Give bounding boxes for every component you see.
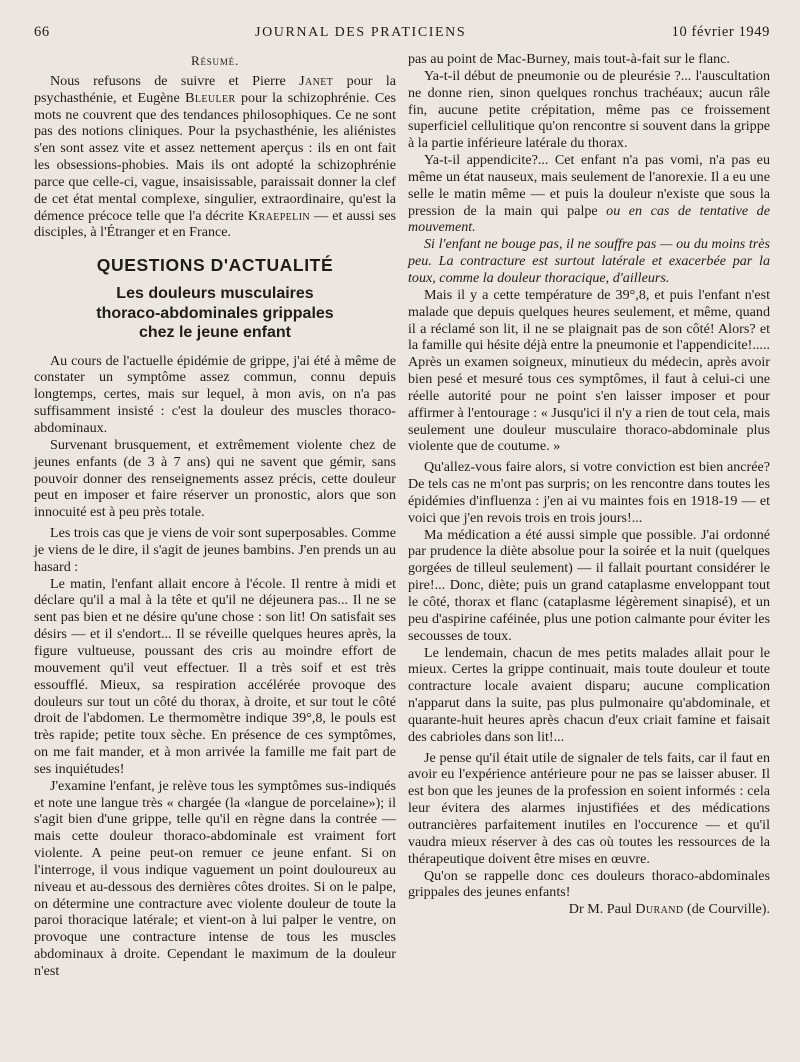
author-name-janet: Janet <box>299 72 334 89</box>
article-paragraph: Le matin, l'enfant allait encore à l'école. Il rentre à midi et déclare qu'il a mal à la tête et qu'il ne déjeunera pas... Il ne se sent pas bien et ne désire qu'une chose : son lit! On satisfait ses désirs — et il s'endort... Il se réveille quelques heures après, la figure vultueuse, poussant des cris au moindre effort de mouvement qu'il veut effectuer. Il a très soif et est très essoufflé. Mieux, sa respiration accélérée provoque des douleurs sur tout un côté du thorax, à droite, et sur tout le côté droit de l'abdomen. Le thermomètre indique 39°,8, le pouls est très rapide; petite toux sèche. En présence de ces symptômes, on me fait mander, et à mon arrivée la famille me fait part de ses inquiétudes! <box>34 575 396 777</box>
page-number: 66 <box>34 24 50 40</box>
article-paragraph: Ya-t-il début de pneumonie ou de pleurésie ?... l'auscultation ne donne rien, sinon quelques ronchus trachéaux; aucun râle fin, aucune petite crépitation, même pas ce froissement superficiel cellulitique qu'on rencontre si souvent dans la grippe à la partie inférieure latérale du thorax. <box>408 67 770 152</box>
article-title-line: thoraco-abdominales grippales <box>96 304 334 322</box>
two-column-body <box>34 51 770 980</box>
article-paragraph: Au cours de l'actuelle épidémie de grippe, j'ai été à même de constater un symptôme assez commun, connu depuis longtemps, certes, mais sur lequel, à mon avis, on n'a pas suffisamment insisté : c'est la douleur des muscles thoraco-abdominaux. <box>34 352 396 436</box>
resume-paragraph: Nous refusons de suivre et Pierre Janet pour la psychasthénie, et Eugène Bleuler pour la schizophrénie. Ces mots ne couvrent que des tendances philosophiques. Ce ne sont pas des notions cliniques. Pour la psychasthénie, les aliénistes s'en sont assez vite et assez nettement aperçus : ils en ont fait les obsessions-phobies. Mais ils ont adopté la schizophrénie parce que celle-ci, vague, insaisissable, paraissait donner la clef de cet état mental complexe, singulier, extraordinaire, qu'est la démence précoce telle que l'a décrite Kraepelin — et aussi ses disciples, à l'Étranger et en France. <box>34 72 396 241</box>
resume-heading: Résumé. <box>190 53 240 68</box>
article-paragraph: pas au point de Mac-Burney, mais tout-à-fait sur le flanc. <box>408 51 730 67</box>
left-column <box>34 51 396 980</box>
article-paragraph: Ya-t-il appendicite?... Cet enfant n'a pas vomi, n'a pas eu même un état nauseux, mais seulement de l'anorexie. Il a eu une selle le matin même — et puis la douleur n'existe que sous la pression de la main qui palpe ou en cas de tentative de mouvement. <box>408 152 770 236</box>
article-title <box>34 284 396 343</box>
article-paragraph: Qu'on se rappelle donc ces douleurs thoraco-abdominales grippales des jeunes enfants! <box>408 867 770 901</box>
article-paragraph: Je pense qu'il était utile de signaler de tels faits, car il faut en avoir eu l'expérience antérieure pour ne pas se laisser abuser. Il est bon que les jeunes de la profession en soient informés : cela leur évitera des alarmes injustifiées et des médications outrancières parfaitement inutiles en l'occurence — et qu'il vaudra mieux réserver à des cas où toutes les ressources de la thérapeutique doivent être mises en œuvre. <box>408 749 770 867</box>
article-paragraph: Qu'allez-vous faire alors, si votre conviction est bien ancrée? De tels cas ne m'ont pas surpris; on les rencontre dans toutes les épidémies d'influenza : j'en ai vu maintes fois en 1918-19 — et voici que j'en revois trois en trois jours!... <box>408 459 770 526</box>
author-name-bleuler: Bleuler <box>185 89 236 106</box>
section-heading: QUESTIONS D'ACTUALITÉ <box>96 255 334 276</box>
article-title-line: Les douleurs musculaires <box>116 285 314 303</box>
article-title-line: chez le jeune enfant <box>138 324 292 342</box>
author-signature: Dr M. Paul Durand (de Courville). <box>568 901 770 918</box>
journal-title: JOURNAL DES PRATICIENS <box>255 25 467 40</box>
article-paragraph: Les trois cas que je viens de voir sont superposables. Comme je viens de le dire, il s'agit de jeunes bambins. J'en prends un au hasard : <box>34 525 396 575</box>
article-paragraph: Le lendemain, chacun de mes petits malades allait pour le mieux. Certes la grippe continuait, mais toute douleur et toute contracture locale avaient disparu; aucune complication n'apparut dans la suite, pas plus pulmonaire qu'abdominale, et quarante-huit heures après chacun d'eux criait famine et faisait des cabrioles dans son lit!... <box>408 644 770 745</box>
running-header <box>34 24 770 51</box>
author-surname: Durand <box>635 901 684 918</box>
right-column <box>408 51 770 980</box>
article-paragraph-italic: Si l'enfant ne bouge pas, il ne souffre pas — ou du moins très peu. La contracture est surtout latérale et exacerbée par la toux, comme la douleur thoracique, d'ailleurs. <box>408 236 770 286</box>
article-paragraph: Ma médication a été aussi simple que possible. J'ai ordonné par prudence la diète absolue pour la soirée et la nuit (quelques gorgées de tilleul seulement) — il fallait pourtant considérer le pire!... Donc, diète; puis un grand cataplasme enveloppant tout le côté, thorax et flanc (cataplasme légèrement sinapisé), et un peu d'aspirine caféinée, plus une potion calmante pour éviter les secousses de toux. <box>408 526 770 644</box>
article-paragraph: Mais il y a cette température de 39°,8, et puis l'enfant n'est malade que depuis quelques heures seulement, et même, quand il a réclamé son lit, il ne se plaignait pas de son côté! Alors? et la famille qui hésite déjà entre la pneumonie et l'appendicite!..... Après un examen soigneux, minutieux du médecin, après avoir bien pesé et mesuré tous ces symptômes, il faut à celui-ci une réelle autorité pour ne point s'en laisser imposer et pour affirmer à l'entourage : « Jusqu'ici il n'y a rien de tout cela, mais seulement une douleur musculaire thoraco-abdominale plus violente que de coutume. » <box>408 286 770 455</box>
author-name-kraepelin: Kraepelin <box>247 207 311 224</box>
issue-date: 10 février 1949 <box>671 24 770 40</box>
article-paragraph: J'examine l'enfant, je relève tous les symptômes sus-indiqués et note une langue très « chargée (la «langue de porcelaine»); il s'agit bien d'une grippe, telle qu'il en règne dans la contrée — mais cette douleur thoraco-abdominale est vraiment fort violente. A peine peut-on remuer ce jeune enfant. Si on l'interroge, il vous indique vaguement un point douloureux au niveau et au-dessous des dernières côtes droites. Si on le palpe, on détermine une contracture avec violente douleur de toute la paroi thoracique latérale; et vient-on à lui palper le ventre, on provoque une contracture intense de tous les muscles abdominaux à droite. Cependant le maximum de la douleur n'est <box>34 777 396 979</box>
article-paragraph: Survenant brusquement, et extrêmement violente chez de jeunes enfants (de 3 à 7 ans) qui ne savent que gémir, sans pouvoir donner des renseignements assez précis, cette douleur peut en imposer et faire réserver un pronostic, alors que son innocuité est à peu près totale. <box>34 436 396 521</box>
italic-phrase: ou en cas de tentative de mouvement. <box>408 202 770 236</box>
